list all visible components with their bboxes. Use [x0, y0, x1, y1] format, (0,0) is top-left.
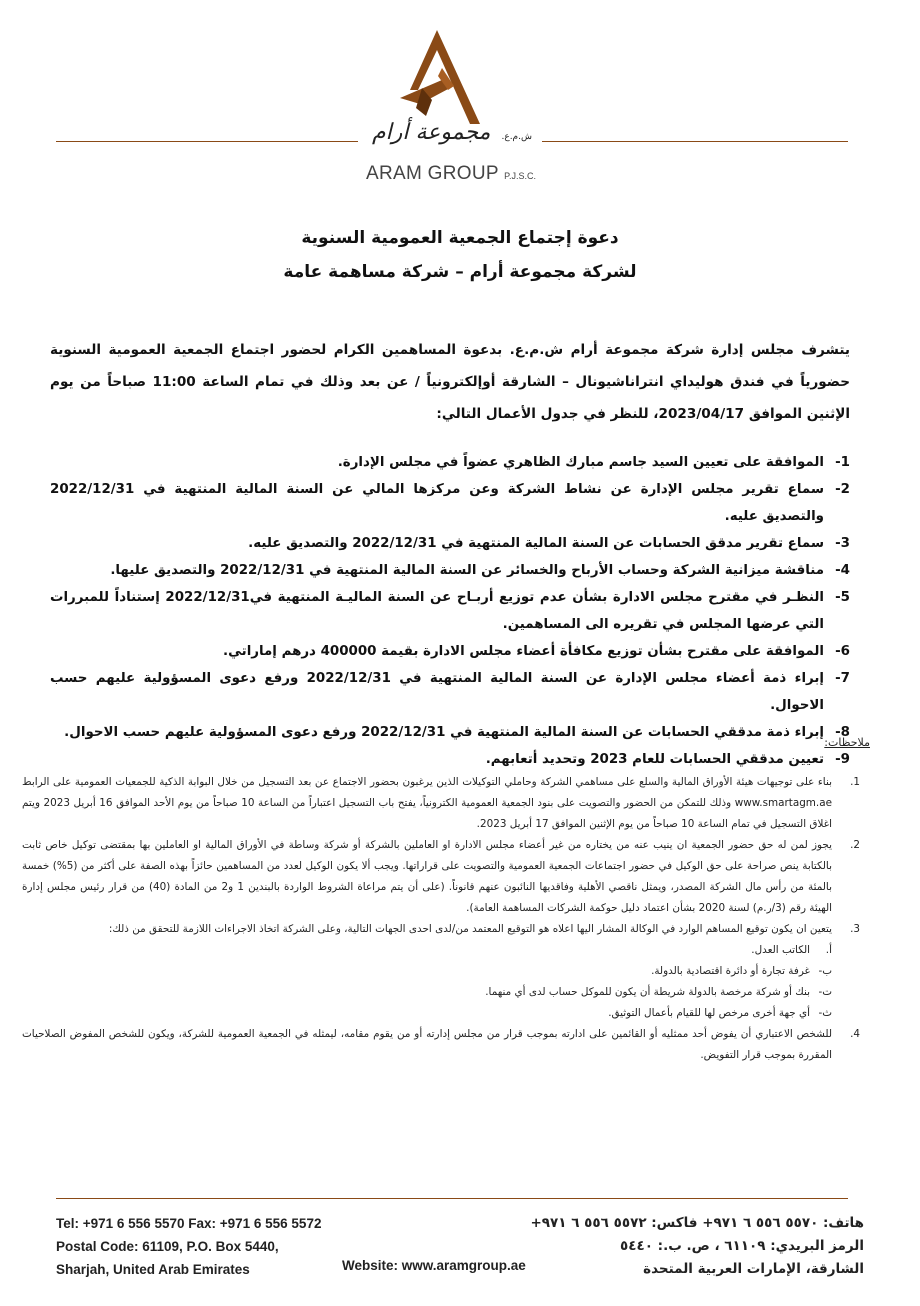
note-text: للشخص الاعتباري أن يفوض أحد ممثليه أو القائمين على ادارته بموجب قرار من مجلس إدارته أو من يقوم مقامه، ليمثله في الجمعية العمومية للشركة، ويكون للشخص المفوض الصلاحيات المقررة بموجب قرار التفويض.: [22, 1028, 832, 1061]
footer-website-link[interactable]: Website: www.aramgroup.ae: [342, 1258, 526, 1273]
note-number: 2.: [850, 839, 860, 851]
agenda-number: 9-: [835, 752, 850, 767]
document-title-line1: دعوة إجتماع الجمعية العمومية السنوية: [301, 228, 619, 248]
note-text: بناء على توجيهات هيئة الأوراق المالية والسلع على مساهمي الشركة وحاملي التوكيلات الذين يرغبون بحضور الاجتماع عن بعد التسجيل من خلال البوابة الذكية للجمعيات العمومية على الرابط www.smartagm.ae وذلك للتمكن من الحضور والتصويت على بنود الجمعية العمومية الكترونياً، يفتح باب التسجيل اعتباراً من الساعة 10 صباحاً من يوم الأحد الموافق 16 أبريل 2023 ويتم اغلاق التسجيل في تمام الساعة 10 صباحاً من يوم الإثنين الموافق 17 أبريل 2023.: [22, 776, 832, 830]
sub-item-letter: ب-: [818, 965, 832, 977]
logo-arabic-name: مجموعة أرام: [372, 120, 491, 145]
sub-item-text: الكاتب العدل.: [751, 944, 810, 956]
sub-item-text: أي جهة أخرى مرخص لها للقيام بأعمال التوثيق.: [608, 1007, 810, 1019]
sub-item: [22, 961, 860, 982]
sub-item: [22, 940, 860, 961]
note-number: 3.: [850, 923, 860, 935]
note-number: 4.: [850, 1028, 860, 1040]
footer-rule: [56, 1198, 848, 1199]
footer-city: Sharjah, United Arab Emirates: [56, 1262, 250, 1277]
agenda-text: مناقشة ميزانية الشركة وحساب الأرباح والخسائر عن السنة المالية المنتهية في 2022/12/31 والتصديق عليها.: [110, 563, 824, 578]
footer-postal: Postal Code: 61109, P.O. Box 5440,: [56, 1239, 279, 1254]
sub-item-text: غرفة تجارة أو دائرة اقتصادية بالدولة.: [651, 965, 810, 977]
note-text: يجوز لمن له حق حضور الجمعية ان ينيب عنه من يختاره من غير أعضاء مجلس الادارة او العاملين بالشركة أو شركة وساطة في الأوراق المالية او العاملين بها بمقتضى توكيل خاص ثابت بالكتابة ينص صراحة على حق الوكيل في حضور اجتماعات الجمعية العمومية والتصويت على قراراتها. ويجب ألا يكون الوكيل لعدد من المساهمين حائزاً بهذه الصفة على أكثر من (5%) خمسة بالمئة من رأس مال الشركة المصدر، ويمثل ناقصي الأهلية وفاقديها النائبون عنهم قانوناً. (على أن يتم مراعاة الشروط الواردة بالبندين 1 و2 من المادة (40) من قرار رئيس مجلس إدارة الهيئة رقم (3/ر.م) لسنة 2020 بشأن اعتماد دليل حوكمة الشركات المساهمة العامة).: [22, 839, 832, 914]
notes-heading: ملاحظات:: [824, 736, 870, 749]
agenda-item: [50, 746, 850, 773]
logo-english-suffix: P.J.S.C.: [504, 171, 536, 181]
document-title-line2: لشركة مجموعة أرام – شركة مساهمة عامة: [283, 262, 637, 282]
agenda-number: 5-: [835, 590, 850, 605]
logo-arabic-suffix: ش.م.ع.: [501, 132, 532, 142]
agenda-item: [50, 638, 850, 665]
sub-item: [22, 982, 860, 1003]
logo-arabic-wordmark: [362, 120, 542, 145]
agenda-item: [50, 665, 850, 719]
agenda-text: النظـر في مقترح مجلس الادارة بشأن عدم توزيع أربـاح عن السنة الماليـة المنتهية في2022/12/31 إستناداً للمبررات التي عرضها المجلس في تقريره الى المساهمين.: [50, 590, 824, 632]
note-text: يتعين ان يكون توقيع المساهم الوارد في الوكالة المشار اليها اعلاه هو التوقيع المعتمد من/لدى احدى الجهات التالية، وعلى الشركة اتخاذ الاجراءات اللازمة للتحقق من ذلك:: [108, 923, 832, 935]
footer-ar-phone-fax: هاتف: ٥٥٧٠ ٥٥٦ ٦ ٩٧١+ فاكس: ٥٥٧٢ ٥٥٦ ٦ ٩٧١+: [530, 1215, 864, 1231]
note-item: [22, 1024, 860, 1066]
agenda-item: [50, 476, 850, 530]
sub-item-letter: ث-: [818, 1007, 832, 1019]
agenda-item: [50, 584, 850, 638]
agenda-number: 8-: [835, 725, 850, 740]
agenda-number: 7-: [835, 671, 850, 686]
intro-paragraph: يتشرف مجلس إدارة شركة مجموعة أرام ش.م.ع. بدعوة المساهمين الكرام لحضور اجتماع الجمعية العمومية السنوية حضورياً في فندق هوليداي انتراناشيونال – الشارقة أوإلكترونياً / عن بعد وذلك في تمام الساعة 11:00 صباحاً من يوم الإثنين الموافق 2023/04/17، للنظر في جدول الأعمال التالي:: [50, 342, 850, 422]
note-item: [22, 835, 860, 919]
agenda-text: الموافقة على تعيين السيد جاسم مبارك الظاهري عضواً في مجلس الإدارة.: [337, 455, 824, 470]
sub-item-text: بنك أو شركة مرخصة بالدولة شريطة أن يكون للموكل حساب لدى أي منهما.: [485, 986, 810, 998]
agenda-number: 1-: [835, 455, 850, 470]
footer-phone-fax: Tel: +971 6 556 5570 Fax: +971 6 556 5572: [56, 1216, 322, 1231]
agenda-item: [50, 530, 850, 557]
footer-ar-postal: الرمز البريدي: ٦١١٠٩ ، ص. ب.: ٥٤٤٠: [620, 1238, 864, 1254]
note-item: [22, 919, 860, 940]
aram-logo-icon: [392, 28, 482, 128]
agenda-list: [50, 449, 850, 773]
agenda-number: 4-: [835, 563, 850, 578]
agenda-text: الموافقة على مقترح بشأن توزيع مكافأة أعضاء مجلس الادارة بقيمة 400000 درهم إماراتي.: [223, 644, 824, 659]
footer-arabic-contact: [504, 1212, 864, 1281]
sub-item-letter: أ.: [825, 944, 832, 956]
sub-item-letter: ت-: [818, 986, 832, 998]
agenda-item: [50, 449, 850, 476]
footer-english-contact: [56, 1212, 321, 1281]
agenda-text: سماع تقرير مدقق الحسابات عن السنة المالية المنتهية في 2022/12/31 والتصديق عليه.: [248, 536, 824, 551]
agenda-number: 6-: [835, 644, 850, 659]
footer-ar-city: الشارقة، الإمارات العربية المتحدة: [643, 1261, 864, 1277]
agenda-text: تعيين مدققي الحسابات للعام 2023 وتحديد أتعابهم.: [485, 752, 824, 767]
agenda-text: إبراء ذمة أعضاء مجلس الإدارة عن السنة المالية المنتهية في 2022/12/31 ورفع دعوى المسؤولية عليهم حسب الاحوال.: [50, 671, 824, 713]
header-rule-right: [542, 141, 848, 142]
agenda-text: سماع تقرير مجلس الإدارة عن نشاط الشركة وعن مركزها المالي عن السنة المالية المنتهية في 2022/12/31 والتصديق عليه.: [50, 482, 824, 524]
agenda-item: [50, 557, 850, 584]
agenda-number: 2-: [835, 482, 850, 497]
agenda-text: إبراء ذمة مدققي الحسابات عن السنة المالية المنتهية في 2022/12/31 ورفع دعوى المسؤولية عليهم حسب الاحوال.: [64, 725, 824, 740]
header-rule-left: [56, 141, 358, 142]
agenda-item: [50, 719, 850, 746]
sub-item: [22, 1003, 860, 1024]
agenda-number: 3-: [835, 536, 850, 551]
notes-list: [22, 772, 860, 1066]
logo-english-wordmark: [366, 163, 566, 185]
note3-sublist: [22, 940, 860, 1024]
note-item: [22, 772, 860, 835]
logo-english-name: ARAM GROUP: [366, 163, 499, 184]
note-number: 1.: [850, 776, 860, 788]
